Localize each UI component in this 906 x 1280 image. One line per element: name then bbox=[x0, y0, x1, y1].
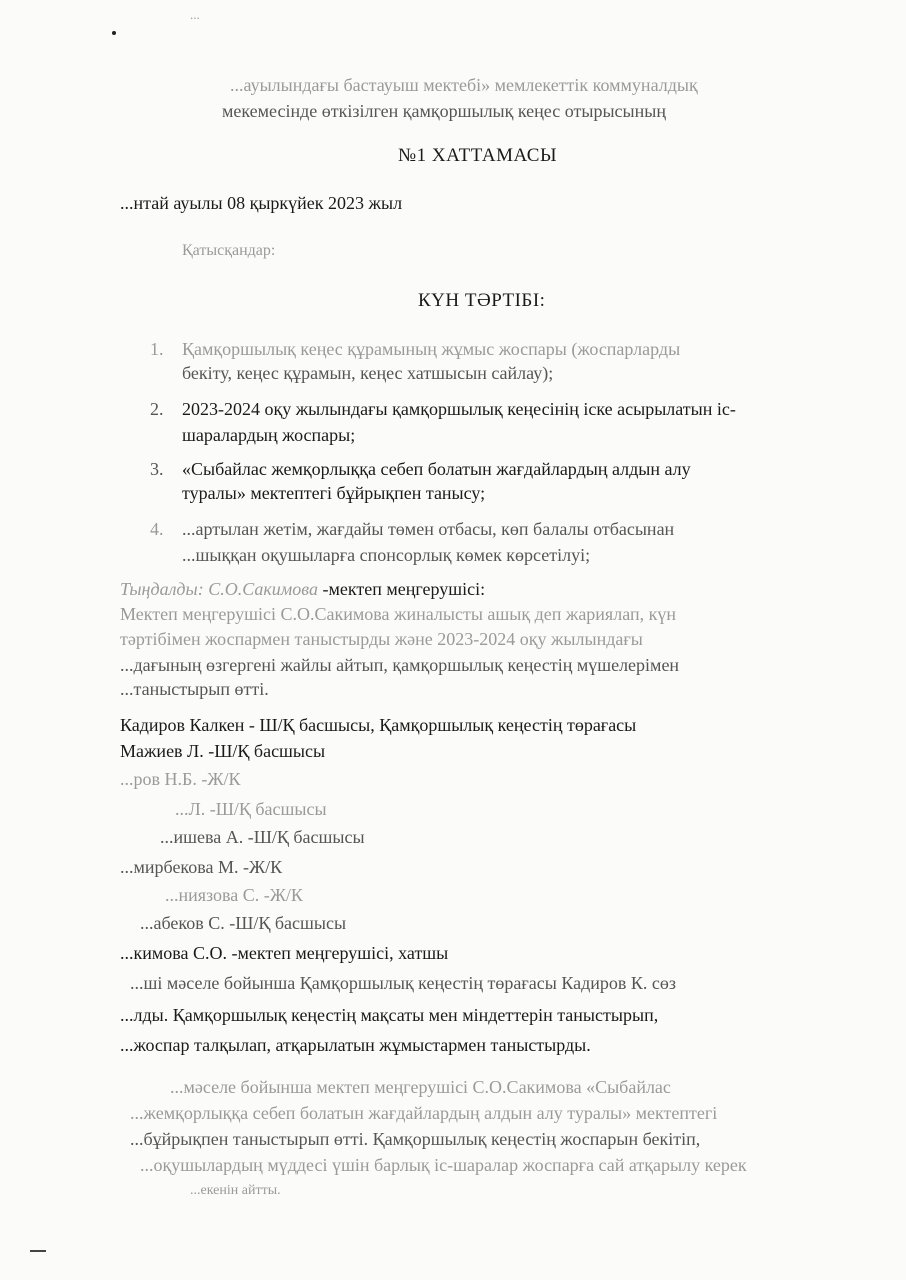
member-6: ...мирбекова М. -Ж/К bbox=[120, 857, 283, 877]
para2-line-1: ...мәселе бойынша мектеп меңгерушісі С.О.Сакимова «Сыбайлас bbox=[170, 1077, 671, 1097]
top-faint-text: ... bbox=[190, 7, 200, 22]
para1-line-2: ...лды. Қамқоршылық кеңестің мақсаты мен міндеттерін таныстырып, bbox=[120, 1005, 659, 1025]
agenda-item-1-number: 1. bbox=[150, 339, 164, 359]
member-2: Мажиев Л. -Ш/Қ басшысы bbox=[120, 741, 326, 761]
para2-line-4: ...оқушылардың мүддесі үшін барлық іс-шаралар жоспарға сай атқарылу керек bbox=[140, 1155, 747, 1175]
para1-line-1: ...ші мәселе бойынша Қамқоршылық кеңестің төрағасы Кадиров К. сөз bbox=[130, 973, 676, 993]
agenda-item-3-line2: туралы» мектептегі бұйрықпен танысу; bbox=[182, 483, 486, 503]
speaker-line bbox=[120, 578, 485, 600]
attendance-label: Қатысқандар: bbox=[182, 242, 276, 259]
agenda-item-2-line2: шаралардың жоспары; bbox=[182, 425, 356, 445]
para2-line-3: ...бұйрықпен таныстырып өтті. Қамқоршылық кеңестің жоспарын бекітіп, bbox=[130, 1129, 701, 1149]
scan-edge-mark bbox=[30, 1250, 46, 1252]
speech-line-3: ...дағының өзгергені жайлы айтып, қамқоршылық кеңестің мүшелерімен bbox=[120, 655, 680, 675]
agenda-item-1-line1: Қамқоршылық кеңес құрамының жұмыс жоспары (жоспарларды bbox=[182, 339, 681, 359]
speech-line-1: Мектеп меңгерушісі С.О.Сакимова жиналысты ашық деп жариялап, күн bbox=[120, 604, 676, 624]
member-7: ...ниязова С. -Ж/К bbox=[165, 885, 303, 905]
agenda-title: КҮН ТӘРТІБІ: bbox=[418, 290, 546, 311]
speaker-role: -мектеп меңгерушісі: bbox=[317, 579, 486, 599]
para2-line-2: ...жемқорлыққа себеп болатын жағдайлардың алдын алу туралы» мектептегі bbox=[130, 1103, 718, 1123]
member-4: ...Л. -Ш/Қ басшысы bbox=[175, 799, 327, 819]
agenda-item-3-number: 3. bbox=[150, 459, 164, 479]
member-5: ...ишева А. -Ш/Қ басшысы bbox=[160, 827, 365, 847]
place-date: ...нтай ауылы 08 қыркүйек 2023 жыл bbox=[120, 193, 403, 213]
scan-speck bbox=[112, 31, 116, 35]
speech-line-2: тәртібімен жоспармен таныстырды және 2023-2024 оқу жылындағы bbox=[120, 629, 643, 649]
member-3: ...ров Н.Б. -Ж/К bbox=[120, 769, 241, 789]
agenda-item-4-number: 4. bbox=[150, 519, 164, 539]
member-9: ...кимова С.О. -мектеп меңгерушісі, хатшы bbox=[120, 943, 449, 963]
document-title: №1 ХАТТАМАСЫ bbox=[398, 145, 558, 166]
speaker-label: Тыңдалды: С.О.Сакимова bbox=[120, 579, 318, 599]
speech-line-4: ...таныстырып өтті. bbox=[120, 679, 269, 699]
member-1: Кадиров Калкен - Ш/Қ басшысы, Қамқоршылық кеңестің төрағасы bbox=[120, 715, 637, 735]
para1-line-3: ...жоспар талқылап, атқарылатын жұмыстармен таныстырды. bbox=[120, 1035, 591, 1055]
agenda-item-2-line1: 2023-2024 оқу жылындағы қамқоршылық кеңесінің іске асырылатын іс- bbox=[182, 399, 736, 419]
agenda-item-3-line1: «Сыбайлас жемқорлыққа себеп болатын жағдайлардың алдын алу bbox=[182, 459, 691, 479]
agenda-item-2-number: 2. bbox=[150, 399, 164, 419]
agenda-item-4-line1: ...артылан жетім, жағдайы төмен отбасы, көп балалы отбасынан bbox=[182, 519, 675, 539]
para2-line-5: ...екенін айтты. bbox=[190, 1183, 281, 1198]
member-8: ...абеков С. -Ш/Қ басшысы bbox=[140, 913, 347, 933]
agenda-item-1-line2: бекіту, кеңес құрамын, кеңес хатшысын сайлау); bbox=[182, 363, 554, 383]
agenda-item-4-line2: ...шыққан оқушыларға спонсорлық көмек көрсетілуі; bbox=[182, 545, 591, 565]
org-line-2: мекемесінде өткізілген қамқоршылық кеңес отырысының bbox=[222, 101, 666, 121]
org-line-1: ...ауылындағы бастауыш мектебі» мемлекеттік коммуналдық bbox=[230, 75, 698, 95]
